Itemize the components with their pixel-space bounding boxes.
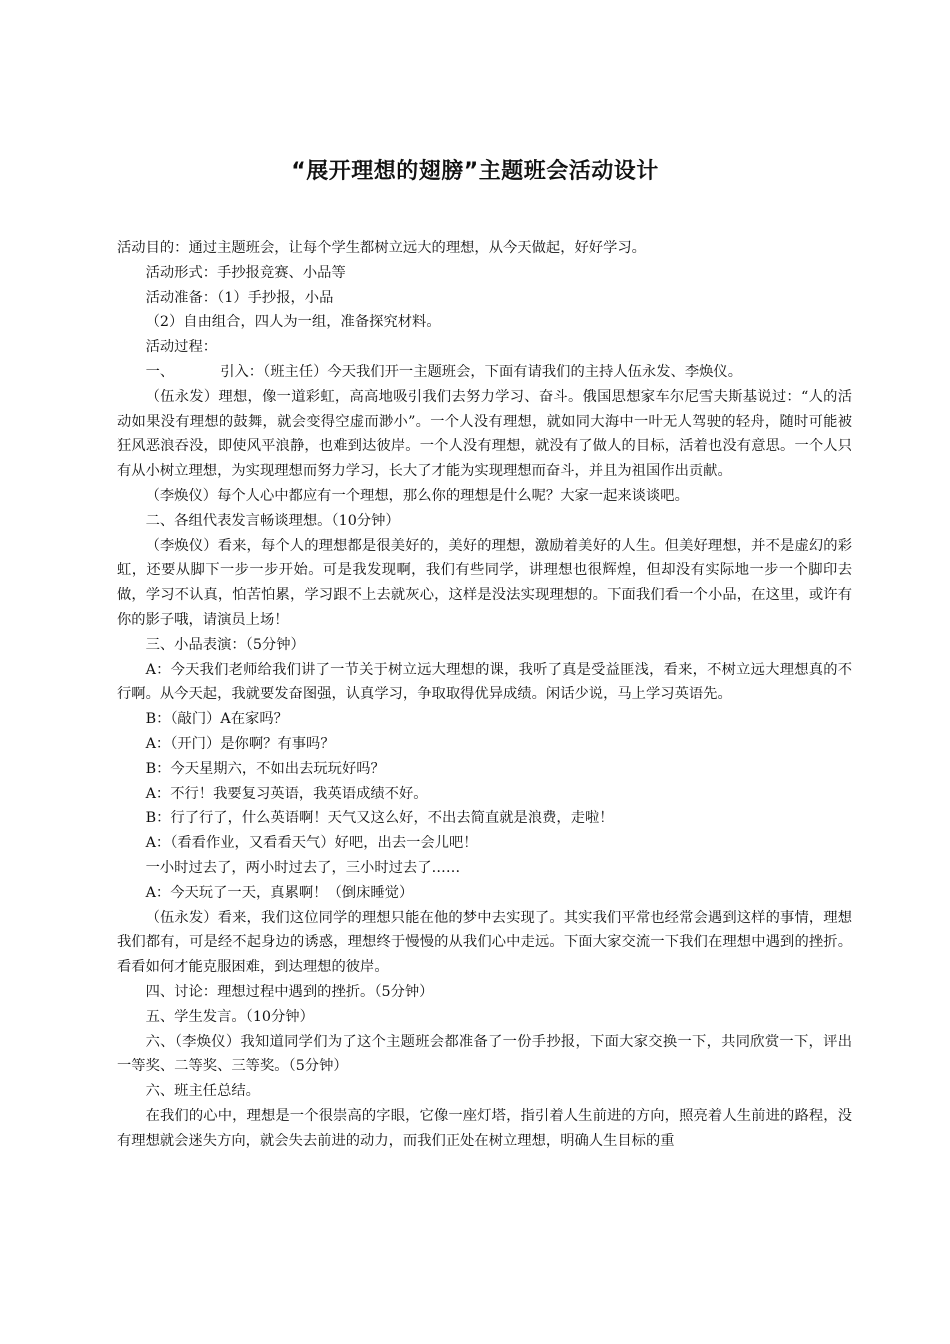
paragraph-text: （伍永发）理想，像一道彩虹，高高地吸引我们去努力学习、奋斗。俄国思想家车尔尼雪夫斯基说过：“人的活动如果没有理想的鼓舞，就会变得空虚而渺小”。一个人没有理想，就如同大海中一叶无人驾驶的轻舟，随时可能被狂风恶浪吞没，即使风平浪静，也难到达彼岸。一个人没有理想，就没有了做人的目标，活着也没有意思。一个人只有从小树立理想，为实现理想而努力学习，长大了才能为实现理想而奋斗，并且为祖国作出贡献。 (117, 388, 852, 480)
paragraph-text: 一、 (145, 363, 175, 380)
paragraph-text: A：（开门）是你啊？有事吗？ (145, 735, 335, 752)
paragraph-text: （李焕仪）每个人心中都应有一个理想，那么你的理想是什么呢？大家一起来谈谈吧。 (145, 487, 689, 504)
paragraph-text: 在我们的心中，理想是一个很崇高的字眼，它像一座灯塔，指引着人生前进的方向，照亮着人生前进的路程，没有理想就会迷失方向，就会失去前进的动力，而我们正处在树立理想，明确人生目标的重 (117, 1107, 852, 1149)
paragraph-text: 六、班主任总结。 (145, 1083, 260, 1100)
paragraph (117, 856, 852, 881)
paragraph-text: （2）自由组合，四人为一组，准备探究材料。 (145, 314, 441, 331)
paragraph (117, 732, 852, 757)
paragraph (117, 1079, 852, 1104)
paragraph (117, 906, 852, 980)
paragraph (117, 509, 852, 534)
paragraph (117, 707, 852, 732)
paragraph-text: （伍永发）看来，我们这位同学的理想只能在他的梦中去实现了。其实我们平常也经常会遇到这样的事情，理想我们都有，可是经不起身边的诱惑，理想终于慢慢的从我们心中走远。下面大家交流一下我们在理想中遇到的挫折。看看如何才能克服困难，到达理想的彼岸。 (117, 909, 852, 976)
paragraph-text: A：（看看作业，又看看天气）好吧，出去一会儿吧！ (145, 835, 478, 852)
paragraph-text: 三、小品表演：（5分钟） (145, 636, 305, 653)
paragraph (117, 385, 852, 484)
paragraph-text: 活动形式：手抄报竞赛、小品等 (145, 264, 346, 281)
paragraph-text: 活动过程： (145, 339, 218, 356)
paragraph-text: 二、各组代表发言畅谈理想。（10分钟） (145, 512, 400, 529)
paragraph (117, 782, 852, 807)
paragraph (117, 534, 852, 633)
paragraph-text: B：（敲门）A在家吗？ (145, 711, 288, 728)
paragraph (117, 335, 852, 360)
paragraph (117, 1005, 852, 1030)
paragraph (117, 658, 852, 708)
paragraph (117, 1030, 852, 1080)
paragraph (117, 757, 852, 782)
paragraph (117, 236, 852, 261)
paragraph-text: A：今天玩了一天，真累啊！（倒床睡觉） (145, 884, 414, 901)
paragraph (117, 310, 852, 335)
paragraph-text: 五、学生发言。（10分钟） (145, 1008, 314, 1025)
paragraph-text: 活动准备：（1）手抄报，小品 (145, 289, 334, 306)
paragraph (117, 286, 852, 311)
paragraph (117, 484, 852, 509)
paragraph (117, 980, 852, 1005)
paragraph-text: 一小时过去了，两小时过去了，三小时过去了…… (145, 859, 461, 876)
paragraph-text: A：今天我们老师给我们讲了一节关于树立远大理想的课，我听了真是受益匪浅，看来，不树立远大理想真的不行啊。从今天起，我就要发奋图强，认真学习，争取取得优异成绩。闲话少说，马上学习英语先。 (117, 661, 852, 703)
paragraph-text: A：不行！我要复习英语，我英语成绩不好。 (145, 785, 428, 802)
paragraph-text: 四、讨论：理想过程中遇到的挫折。（5分钟） (145, 983, 434, 1000)
paragraph (117, 261, 852, 286)
document-title: “展开理想的翅膀”主题班会活动设计 (291, 159, 659, 184)
document-body (117, 236, 852, 1153)
paragraph-text: B：今天星期六，不如出去玩玩好吗？ (145, 760, 385, 777)
paragraph-text: 六、（李焕仪）我知道同学们为了这个主题班会都准备了一份手抄报，下面大家交换一下，共同欣赏一下，评出一等奖、二等奖、三等奖。（5分钟） (117, 1033, 852, 1075)
paragraph (117, 831, 852, 856)
paragraph-text-continued: 引入：（班主任）今天我们开一主题班会，下面有请我们的主持人伍永发、李焕仪。 (220, 363, 743, 380)
paragraph (117, 806, 852, 831)
paragraph-text: （李焕仪）看来，每个人的理想都是很美好的，美好的理想，激励着美好的人生。但美好理想，并不是虚幻的彩虹，还要从脚下一步一步开始。可是我发现啊，我们有些同学，讲理想也很辉煌，但却没有实际地一步一个脚印去做，学习不认真，怕苦怕累，学习跟不上去就灰心，这样是没法实现理想的。下面我们看一个小品，在这里，或许有你的影子哦，请演员上场！ (117, 537, 852, 628)
paragraph (117, 881, 852, 906)
paragraph (117, 1104, 852, 1154)
paragraph (117, 360, 852, 385)
paragraph-text: B：行了行了，什么英语啊！天气又这么好，不出去简直就是浪费，走啦！ (145, 810, 614, 827)
paragraph (117, 633, 852, 658)
paragraph-text: 活动目的：通过主题班会，让每个学生都树立远大的理想，从今天做起，好好学习。 (117, 240, 646, 256)
